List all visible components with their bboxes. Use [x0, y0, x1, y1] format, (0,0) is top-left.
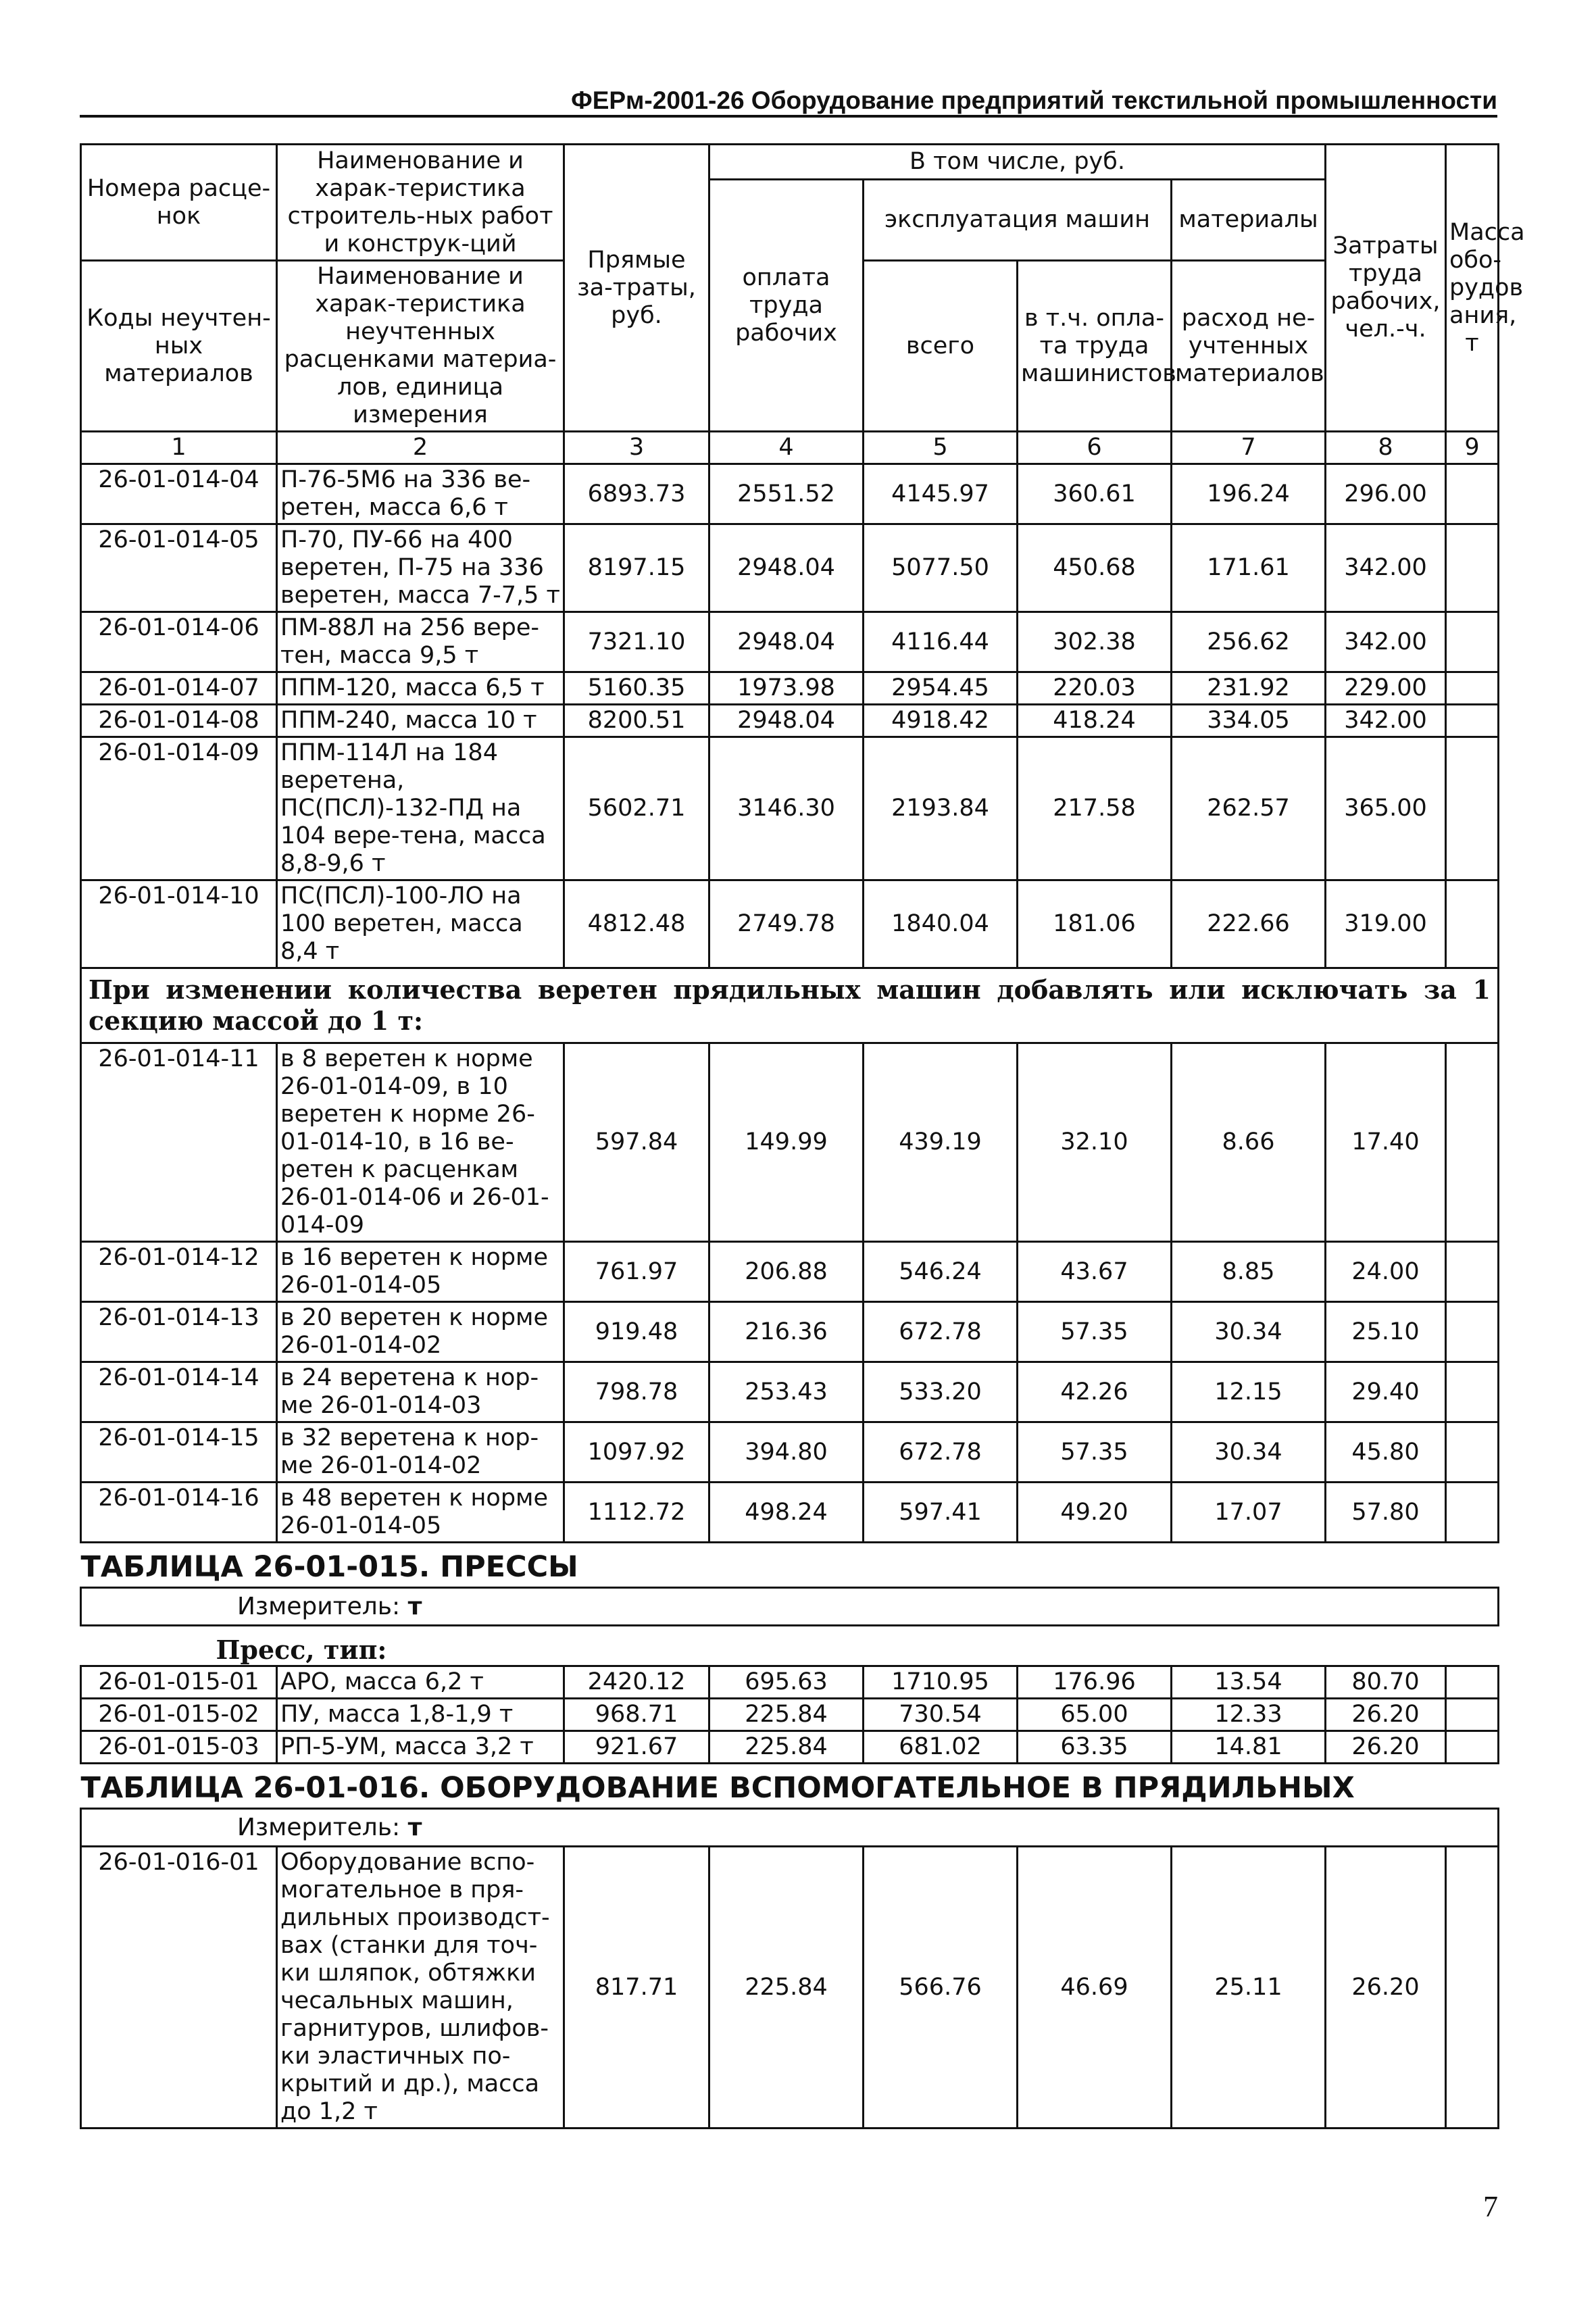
- rate-value: 342.00: [1326, 524, 1446, 612]
- rate-value: 32.10: [1018, 1043, 1172, 1242]
- rate-name: АРО, масса 6,2 т: [277, 1666, 564, 1699]
- rate-value: 342.00: [1326, 612, 1446, 672]
- table-row: [81, 1666, 1499, 1699]
- rate-value: 49.20: [1018, 1483, 1172, 1543]
- rate-value: 30.34: [1172, 1302, 1326, 1362]
- rate-value: 2948.04: [709, 524, 864, 612]
- rate-value: 229.00: [1326, 672, 1446, 705]
- rate-code: 26-01-015-01: [81, 1666, 277, 1699]
- rate-name: ППМ-120, масса 6,5 т: [277, 672, 564, 705]
- rate-value: 225.84: [709, 1847, 864, 2129]
- rate-value: 1840.04: [864, 880, 1018, 968]
- rate-value: 4116.44: [864, 612, 1018, 672]
- col-number: 4: [709, 432, 864, 464]
- running-header: ФЕРм-2001-26 Оборудование предприятий текстильной промышленности: [571, 86, 1497, 114]
- rate-value: 26.20: [1326, 1731, 1446, 1764]
- rate-value: 2948.04: [709, 705, 864, 737]
- rate-value: 365.00: [1326, 737, 1446, 880]
- rate-value: 566.76: [864, 1847, 1018, 2129]
- rate-value: 2749.78: [709, 880, 864, 968]
- rate-value: 597.41: [864, 1483, 1018, 1543]
- table-row: [81, 1362, 1499, 1422]
- rate-value: 17.40: [1326, 1043, 1446, 1242]
- rate-value: 26.20: [1326, 1699, 1446, 1731]
- rate-name: в 32 веретена к нор-ме 26-01-014-02: [277, 1422, 564, 1483]
- rate-value: 24.00: [1326, 1242, 1446, 1302]
- rate-value: 817.71: [564, 1847, 709, 2129]
- rate-value: 43.67: [1018, 1242, 1172, 1302]
- rates-table: [80, 143, 1525, 2129]
- measure-unit: т: [407, 1593, 422, 1620]
- rate-name: в 48 веретен к норме 26-01-014-05: [277, 1483, 564, 1543]
- rate-name: в 16 веретен к норме 26-01-014-05: [277, 1242, 564, 1302]
- col-header-mass: Масса обо-рудов ания, т: [1446, 145, 1499, 432]
- rate-code: 26-01-014-10: [81, 880, 277, 968]
- rate-value: 26.20: [1326, 1847, 1446, 2129]
- rate-value: 546.24: [864, 1242, 1018, 1302]
- rate-value: 25.11: [1172, 1847, 1326, 2129]
- rate-value: 12.15: [1172, 1362, 1326, 1422]
- rate-value: [1446, 880, 1499, 968]
- rate-value: 1112.72: [564, 1483, 709, 1543]
- rate-value: 216.36: [709, 1302, 864, 1362]
- rate-value: 394.80: [709, 1422, 864, 1483]
- press-group-title: Пресс, тип:: [216, 1635, 387, 1665]
- rate-value: 342.00: [1326, 705, 1446, 737]
- rate-value: 2954.45: [864, 672, 1018, 705]
- col-number: 7: [1172, 432, 1326, 464]
- col-number: 3: [564, 432, 709, 464]
- rate-value: 176.96: [1018, 1666, 1172, 1699]
- rate-value: 2948.04: [709, 612, 864, 672]
- table-row: [81, 1043, 1499, 1242]
- rate-code: 26-01-015-03: [81, 1731, 277, 1764]
- rate-value: [1446, 1699, 1499, 1731]
- table-row: [81, 1422, 1499, 1483]
- rate-value: [1446, 1302, 1499, 1362]
- rate-value: 65.00: [1018, 1699, 1172, 1731]
- col-header-incl: В том числе, руб.: [709, 145, 1326, 180]
- rate-value: 672.78: [864, 1422, 1018, 1483]
- rate-value: [1446, 737, 1499, 880]
- rate-value: [1446, 1731, 1499, 1764]
- rate-value: 533.20: [864, 1362, 1018, 1422]
- rate-value: 42.26: [1018, 1362, 1172, 1422]
- rate-value: 5160.35: [564, 672, 709, 705]
- rate-code: 26-01-014-06: [81, 612, 277, 672]
- rate-value: 225.84: [709, 1699, 864, 1731]
- rate-value: 206.88: [709, 1242, 864, 1302]
- table-row: [81, 464, 1499, 524]
- rate-value: 256.62: [1172, 612, 1326, 672]
- col-number: 2: [277, 432, 564, 464]
- measure-unit: т: [407, 1814, 422, 1841]
- rate-value: 681.02: [864, 1731, 1018, 1764]
- rate-value: 302.38: [1018, 612, 1172, 672]
- col-number: 1: [81, 432, 277, 464]
- rate-code: 26-01-014-09: [81, 737, 277, 880]
- rate-value: 8.85: [1172, 1242, 1326, 1302]
- rate-value: 2193.84: [864, 737, 1018, 880]
- rate-value: 4145.97: [864, 464, 1018, 524]
- rate-value: 3146.30: [709, 737, 864, 880]
- rate-code: 26-01-014-14: [81, 1362, 277, 1422]
- rate-value: 5602.71: [564, 737, 709, 880]
- rate-value: 57.80: [1326, 1483, 1446, 1543]
- rate-value: 171.61: [1172, 524, 1326, 612]
- rate-value: 57.35: [1018, 1302, 1172, 1362]
- rate-value: 222.66: [1172, 880, 1326, 968]
- rate-name: ППМ-114Л на 184 веретена, ПС(ПСЛ)-132-ПД на 104 вере-тена, масса 8,8-9,6 т: [277, 737, 564, 880]
- rate-value: [1446, 1483, 1499, 1543]
- col-header-direct: Прямые за-траты, руб.: [564, 145, 709, 432]
- rate-code: 26-01-014-15: [81, 1422, 277, 1483]
- rate-value: 498.24: [709, 1483, 864, 1543]
- rate-name: ПМ-88Л на 256 вере-тен, масса 9,5 т: [277, 612, 564, 672]
- rate-value: 29.40: [1326, 1362, 1446, 1422]
- rate-value: 225.84: [709, 1731, 864, 1764]
- rate-name: ПУ, масса 1,8-1,9 т: [277, 1699, 564, 1731]
- table-row: [81, 1302, 1499, 1362]
- table-row: [81, 672, 1499, 705]
- rate-value: 319.00: [1326, 880, 1446, 968]
- rate-name: РП-5-УМ, масса 3,2 т: [277, 1731, 564, 1764]
- rate-code: 26-01-014-11: [81, 1043, 277, 1242]
- rate-value: 360.61: [1018, 464, 1172, 524]
- table-row: [81, 1242, 1499, 1302]
- rate-value: [1446, 612, 1499, 672]
- rate-code: 26-01-016-01: [81, 1847, 277, 2129]
- rate-value: [1446, 464, 1499, 524]
- rate-value: 1710.95: [864, 1666, 1018, 1699]
- table-row: [81, 880, 1499, 968]
- rate-value: 695.63: [709, 1666, 864, 1699]
- rate-value: 8200.51: [564, 705, 709, 737]
- col-header-name: Наименование и харак-теристика строитель-ных работ и конструк-ций: [277, 145, 564, 261]
- rate-name: Оборудование вспо-могательное в пря-дильных производст-вах (станки для точ-ки шляпок, обтяжки чесальных машин, гарнитуров, шлифов-ки эластичных по-крытий и др.), масса до 1,2 т: [277, 1847, 564, 2129]
- rate-value: 439.19: [864, 1043, 1018, 1242]
- rate-value: 418.24: [1018, 705, 1172, 737]
- rate-value: 149.99: [709, 1043, 864, 1242]
- rate-value: 196.24: [1172, 464, 1326, 524]
- rate-value: 80.70: [1326, 1666, 1446, 1699]
- rate-value: [1446, 1242, 1499, 1302]
- rate-name: П-76-5М6 на 336 ве-ретен, масса 6,6 т: [277, 464, 564, 524]
- rate-value: 217.58: [1018, 737, 1172, 880]
- table-row: [81, 1847, 1499, 2129]
- col-number: 6: [1018, 432, 1172, 464]
- table-row: [81, 737, 1499, 880]
- rate-name: ППМ-240, масса 10 т: [277, 705, 564, 737]
- rate-value: [1446, 1422, 1499, 1483]
- rate-value: 231.92: [1172, 672, 1326, 705]
- rate-code: 26-01-014-16: [81, 1483, 277, 1543]
- rate-value: 4812.48: [564, 880, 709, 968]
- rate-value: 25.10: [1326, 1302, 1446, 1362]
- rate-value: 1097.92: [564, 1422, 709, 1483]
- rate-value: [1446, 524, 1499, 612]
- col-header-operators: в т.ч. опла-та труда машинистов: [1018, 261, 1172, 432]
- page-number: 7: [1483, 2190, 1498, 2223]
- col-number: 8: [1326, 432, 1446, 464]
- rate-code: 26-01-014-04: [81, 464, 277, 524]
- rate-name: в 24 веретена к нор-ме 26-01-014-03: [277, 1362, 564, 1422]
- table-015-title: ТАБЛИЦА 26-01-015. ПРЕССЫ: [80, 1550, 578, 1584]
- table-015-measure: [81, 1588, 1499, 1626]
- rate-value: 6893.73: [564, 464, 709, 524]
- measure-label: Измеритель:: [237, 1814, 401, 1841]
- rate-value: 7321.10: [564, 612, 709, 672]
- rate-value: 730.54: [864, 1699, 1018, 1731]
- rate-value: 63.35: [1018, 1731, 1172, 1764]
- col-header-machines: эксплуатация машин: [864, 180, 1172, 261]
- rate-name: в 8 веретен к норме 26-01-014-09, в 10 веретен к норме 26-01-014-10, в 16 ве-ретен к расценкам 26-01-014-06 и 26-01-014-09: [277, 1043, 564, 1242]
- rate-value: 2420.12: [564, 1666, 709, 1699]
- rate-value: 253.43: [709, 1362, 864, 1422]
- rate-code: 26-01-015-02: [81, 1699, 277, 1731]
- table-016-title: ТАБЛИЦА 26-01-016. ОБОРУДОВАНИЕ ВСПОМОГАТЕЛЬНОЕ В ПРЯДИЛЬНЫХ: [80, 1771, 1355, 1805]
- header-rule: [80, 115, 1497, 118]
- col-header-total: всего: [864, 261, 1018, 432]
- rate-value: 5077.50: [864, 524, 1018, 612]
- rate-name: в 20 веретен к норме 26-01-014-02: [277, 1302, 564, 1362]
- rate-value: 46.69: [1018, 1847, 1172, 2129]
- rate-value: 968.71: [564, 1699, 709, 1731]
- col-header-code-2: Коды неучтен-ных материалов: [81, 261, 277, 432]
- rate-value: 450.68: [1018, 524, 1172, 612]
- col-header-mat-consumption: расход не-учтенных материалов: [1172, 261, 1326, 432]
- rate-value: 8.66: [1172, 1043, 1326, 1242]
- table-row: [81, 705, 1499, 737]
- rate-value: [1446, 1043, 1499, 1242]
- rate-value: 2551.52: [709, 464, 864, 524]
- rate-value: 798.78: [564, 1362, 709, 1422]
- rate-value: 919.48: [564, 1302, 709, 1362]
- table-row: [81, 1731, 1499, 1764]
- rate-value: 220.03: [1018, 672, 1172, 705]
- col-header-materials: материалы: [1172, 180, 1326, 261]
- rate-value: 8197.15: [564, 524, 709, 612]
- spindle-note: При изменении количества веретен прядильных машин добавлять или исключать за 1 секцию массой до 1 т:: [81, 968, 1499, 1043]
- rate-value: 14.81: [1172, 1731, 1326, 1764]
- table-row: [81, 1483, 1499, 1543]
- rate-value: 1973.98: [709, 672, 864, 705]
- rate-value: 262.57: [1172, 737, 1326, 880]
- rate-code: 26-01-014-13: [81, 1302, 277, 1362]
- col-header-labor: Затраты труда рабочих, чел.-ч.: [1326, 145, 1446, 432]
- table-row: [81, 524, 1499, 612]
- rate-value: 597.84: [564, 1043, 709, 1242]
- rate-code: 26-01-014-08: [81, 705, 277, 737]
- rate-value: 296.00: [1326, 464, 1446, 524]
- measure-label: Измеритель:: [237, 1593, 401, 1620]
- rate-value: 334.05: [1172, 705, 1326, 737]
- rate-name: П-70, ПУ-66 на 400 веретен, П-75 на 336 веретен, масса 7-7,5 т: [277, 524, 564, 612]
- col-number: 5: [864, 432, 1018, 464]
- rate-name: ПС(ПСЛ)-100-ЛО на 100 веретен, масса 8,4 т: [277, 880, 564, 968]
- rate-code: 26-01-014-12: [81, 1242, 277, 1302]
- table-row: [81, 612, 1499, 672]
- table-row: [81, 1699, 1499, 1731]
- rate-value: 921.67: [564, 1731, 709, 1764]
- rate-value: 17.07: [1172, 1483, 1326, 1543]
- col-header-name-2: Наименование и харак-теристика неучтенных расценками материа-лов, единица измерения: [277, 261, 564, 432]
- col-header-code: Номера расце-нок: [81, 145, 277, 261]
- rate-value: 181.06: [1018, 880, 1172, 968]
- rate-code: 26-01-014-07: [81, 672, 277, 705]
- rate-value: 4918.42: [864, 705, 1018, 737]
- col-header-labor-pay: оплата труда рабочих: [709, 180, 864, 432]
- rate-value: 13.54: [1172, 1666, 1326, 1699]
- rate-value: [1446, 705, 1499, 737]
- rate-value: 30.34: [1172, 1422, 1326, 1483]
- rate-value: 672.78: [864, 1302, 1018, 1362]
- rate-value: [1446, 1362, 1499, 1422]
- table-016-measure: [81, 1809, 1499, 1847]
- rate-value: 761.97: [564, 1242, 709, 1302]
- rate-value: 12.33: [1172, 1699, 1326, 1731]
- rate-value: 57.35: [1018, 1422, 1172, 1483]
- rate-value: [1446, 672, 1499, 705]
- rate-value: [1446, 1666, 1499, 1699]
- rate-value: [1446, 1847, 1499, 2129]
- rate-code: 26-01-014-05: [81, 524, 277, 612]
- rate-value: 45.80: [1326, 1422, 1446, 1483]
- col-number: 9: [1446, 432, 1499, 464]
